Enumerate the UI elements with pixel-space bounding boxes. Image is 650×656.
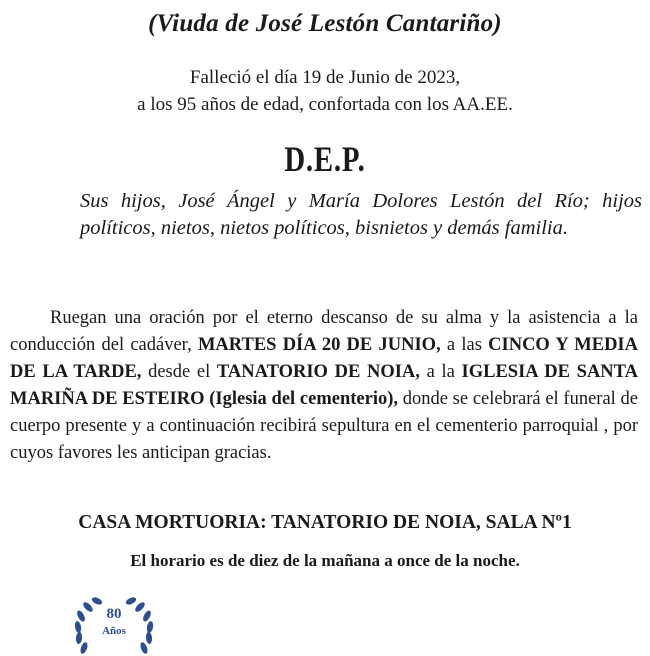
notice-text-4: a la	[419, 362, 462, 382]
notice-text-3: desde el	[141, 362, 217, 382]
badge-number: 80	[106, 606, 122, 622]
badge-label: Años	[102, 625, 126, 637]
notice-text-5: donde se celebrará el funeral de cuerpo presente y a continuación recibirá sepultura en el cementerio parroquial , por cuyos favores les anticipan gracias.	[10, 389, 638, 463]
subtitle-widow-of: (Viuda de José Lestón Cantariño)	[148, 10, 502, 37]
dep-heading: D.E.P.	[284, 139, 366, 179]
death-date-line: Falleció el día 19 de Junio de 2023,	[189, 67, 461, 88]
death-age-line: a los 95 años de edad, confortada con los AA.EE.	[137, 94, 513, 115]
notice-text-2: a las	[440, 335, 489, 355]
notice-time: CINCO Y MEDIA DE LA TARDE,	[10, 335, 638, 382]
family-members: Sus hijos, José Ángel y María Dolores Lestón del Río; hijos políticos, nietos, nietos políticos, bisnietos y demás familia.	[80, 190, 642, 239]
visiting-hours: El horario es de diez de la mañana a once de la noche.	[130, 551, 520, 570]
notice-date: MARTES DÍA 20 DE JUNIO,	[197, 335, 441, 355]
anniversary-badge-logo	[70, 596, 158, 656]
notice-origin: TANATORIO DE NOIA,	[216, 362, 420, 382]
notice-text-1: Ruegan una oración por el eterno descanso de su alma y la asistencia a la conducción del cadáver,	[10, 308, 638, 355]
notice-church: IGLESIA DE SANTA MARIÑA DE ESTEIRO (Iglesia del cementerio),	[10, 362, 638, 409]
funeral-notice-paragraph	[10, 305, 638, 467]
death-notice	[0, 64, 650, 118]
mortuary-location: CASA MORTUORIA: TANATORIO DE NOIA, SALA Nº1	[78, 512, 572, 533]
